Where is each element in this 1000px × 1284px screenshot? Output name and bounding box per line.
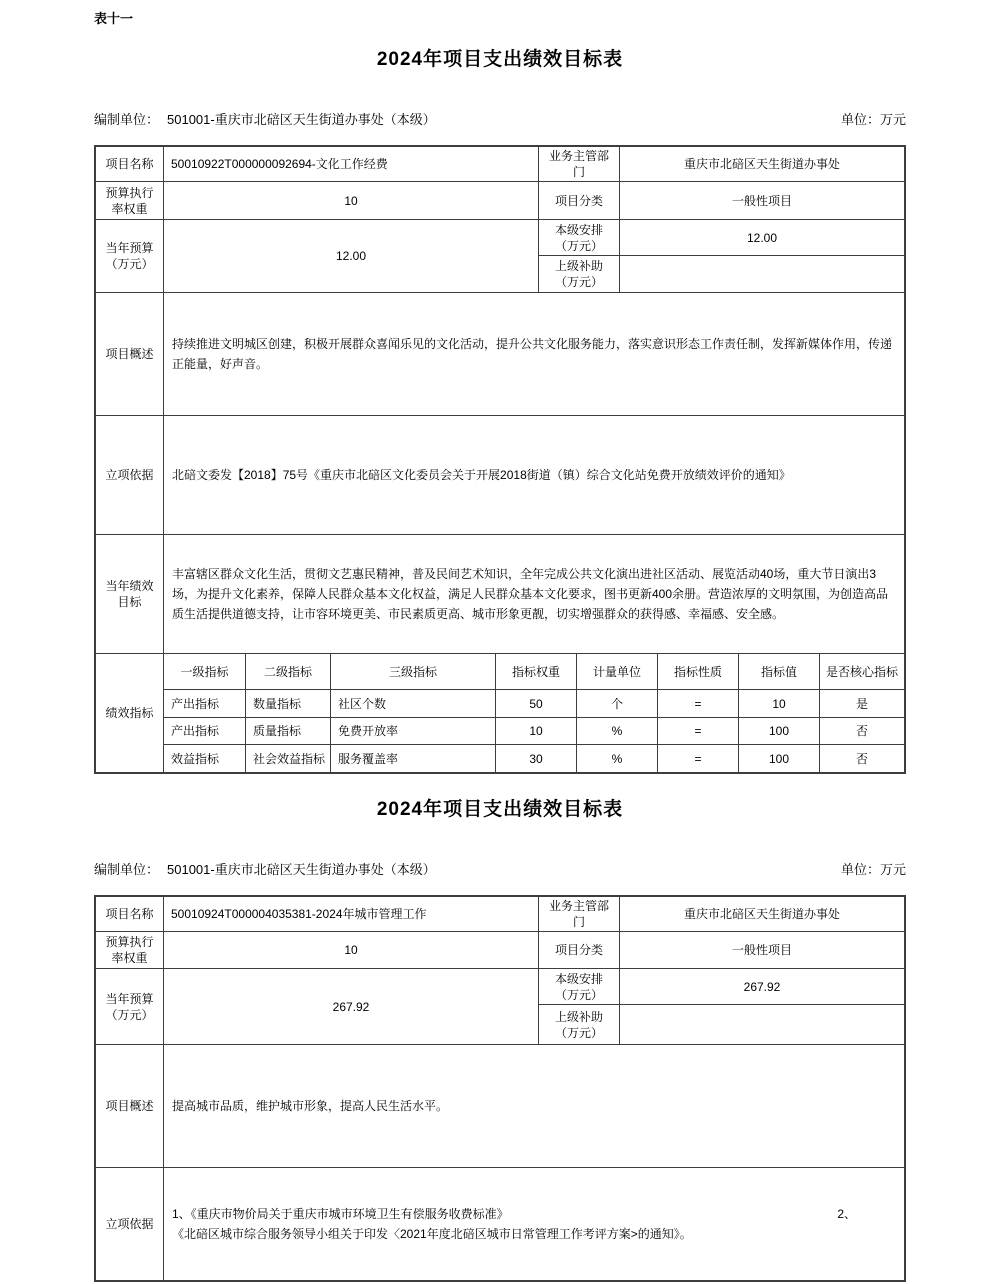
indicator-cell: 是: [820, 690, 904, 717]
indicator-header-weight: 指标权重: [496, 654, 576, 689]
classification-value: 一般性项目: [620, 182, 904, 219]
project-name-label: 项目名称: [96, 897, 163, 931]
classification-label: 项目分类: [539, 932, 619, 968]
unit-label: 单位：万元: [840, 862, 906, 877]
indicator-cell: 否: [820, 745, 904, 772]
budget-rate-label: 预算执行率权重: [96, 182, 163, 219]
overview-label: 项目概述: [96, 293, 163, 415]
indicator-cell: 100: [739, 745, 819, 772]
indicator-cell: %: [577, 745, 657, 772]
budget-rate-value: 10: [164, 182, 538, 219]
table1-target-section: [96, 535, 904, 653]
table1-basis-section: [96, 416, 904, 534]
table1-indicators-section: [96, 654, 904, 772]
indicator-cell: 100: [739, 718, 819, 744]
basis-line-1: [172, 1204, 896, 1224]
info-line: [94, 109, 906, 128]
superior-subsidy-label: 上级补助（万元）: [539, 1005, 619, 1044]
dept-label: 业务主管部门: [539, 147, 619, 181]
prepared-by-label: 编制单位：: [94, 862, 160, 877]
indicator-cell: =: [658, 718, 738, 744]
table2-basis-section: [96, 1168, 904, 1280]
basis-value: 北碚文委发【2018】75号《重庆市北碚区文化委员会关于开展2018街道（镇）综合文化站免费开放绩效评价的通知》: [164, 416, 904, 534]
prepared-by-label: 编制单位：: [94, 112, 160, 127]
table-index-label: 表十一: [94, 11, 134, 26]
basis-item-1: 1、《重庆市物价局关于重庆市城市环境卫生有偿服务收费标准》: [172, 1207, 509, 1221]
annual-budget-value: 12.00: [164, 220, 538, 292]
indicator-header-level1: 一级指标: [164, 654, 245, 689]
basis-line-2: 《北碚区城市综合服务领导小组关于印发〈2021年度北碚区城市日常管理工作考评方案>的通知》。: [172, 1227, 692, 1241]
indicator-cell: 10: [739, 690, 819, 717]
budget-rate-value: 10: [164, 932, 538, 968]
superior-subsidy-label: 上级补助（万元）: [539, 256, 619, 292]
indicator-cell: 否: [820, 718, 904, 744]
indicator-cell: 免费开放率: [331, 718, 495, 744]
classification-value: 一般性项目: [620, 932, 904, 968]
indicator-header-value: 指标值: [739, 654, 819, 689]
annual-budget-value: 267.92: [164, 969, 538, 1044]
superior-subsidy-value: [620, 256, 904, 292]
annual-budget-label: 当年预算（万元）: [96, 969, 163, 1044]
local-arrangement-label: 本级安排（万元）: [539, 220, 619, 255]
indicator-cell: 30: [496, 745, 576, 772]
basis-label: 立项依据: [96, 1168, 163, 1280]
indicator-cell: =: [658, 690, 738, 717]
annual-target-value: 丰富辖区群众文化生活，贯彻文艺惠民精神，普及民间艺术知识，全年完成公共文化演出进社区活动、展览活动40场，重大节日演出3场，为提升文化素养，保障人民群众基本文化权益，满足人民群众基本文化要求，图书更新400余册。营造浓厚的文明氛围，为创造高品质生活提供道德支持，让市容环境更美、市民素质更高、城市形象更靓，切实增强群众的获得感、幸福感、安全感。: [164, 535, 904, 653]
indicator-cell: =: [658, 745, 738, 772]
classification-label: 项目分类: [539, 182, 619, 219]
indicator-header-level3: 三级指标: [331, 654, 495, 689]
dept-value: 重庆市北碚区天生街道办事处: [620, 897, 904, 931]
indicators-label: 绩效指标: [96, 654, 163, 772]
unit-label: 单位：万元: [840, 112, 906, 127]
table2-main-section: [96, 897, 904, 1044]
info-line-2: [94, 859, 906, 878]
local-arrangement-value: 267.92: [620, 969, 904, 1004]
table1-overview-section: [96, 293, 904, 415]
prepared-by-value: 501001-重庆市北碚区天生街道办事处（本级）: [167, 862, 436, 877]
prepared-by: [94, 109, 436, 128]
performance-table-2: [94, 895, 906, 1282]
budget-rate-label: 预算执行率权重: [96, 932, 163, 968]
basis-item-2-marker: 2、: [837, 1207, 856, 1221]
basis-label: 立项依据: [96, 416, 163, 534]
indicator-cell: 服务覆盖率: [331, 745, 495, 772]
indicator-cell: 社区个数: [331, 690, 495, 717]
local-arrangement-label: 本级安排（万元）: [539, 969, 619, 1004]
local-arrangement-value: 12.00: [620, 220, 904, 255]
table2-overview-section: [96, 1045, 904, 1167]
prepared-by-value: 501001-重庆市北碚区天生街道办事处（本级）: [167, 112, 436, 127]
indicator-cell: 产出指标: [164, 718, 245, 744]
indicator-cell: 质量指标: [246, 718, 330, 744]
indicator-header-unit: 计量单位: [577, 654, 657, 689]
indicator-cell: %: [577, 718, 657, 744]
basis-value: [164, 1168, 904, 1280]
dept-value: 重庆市北碚区天生街道办事处: [620, 147, 904, 181]
indicator-cell: 产出指标: [164, 690, 245, 717]
indicator-cell: 个: [577, 690, 657, 717]
project-name-value: 50010924T000004035381-2024年城市管理工作: [164, 897, 538, 931]
indicator-cell: 效益指标: [164, 745, 245, 772]
overview-value: 提高城市品质，维护城市形象，提高人民生活水平。: [164, 1045, 904, 1167]
performance-table-1: [94, 145, 906, 774]
project-name-value: 50010922T000000092694-文化工作经费: [164, 147, 538, 181]
indicator-cell: 数量指标: [246, 690, 330, 717]
table1-main-section: [96, 147, 904, 292]
dept-label: 业务主管部门: [539, 897, 619, 931]
page-title: 2024年项目支出绩效目标表: [376, 49, 624, 70]
prepared-by-2: [94, 859, 436, 878]
overview-label: 项目概述: [96, 1045, 163, 1167]
indicator-header-nature: 指标性质: [658, 654, 738, 689]
indicator-header-core: 是否核心指标: [820, 654, 904, 689]
annual-target-label: 当年绩效目标: [96, 535, 163, 653]
indicator-cell: 10: [496, 718, 576, 744]
indicator-cell: 社会效益指标: [246, 745, 330, 772]
indicator-header-level2: 二级指标: [246, 654, 330, 689]
page-title-2: 2024年项目支出绩效目标表: [376, 799, 624, 820]
indicator-cell: 50: [496, 690, 576, 717]
overview-value: 持续推进文明城区创建，积极开展群众喜闻乐见的文化活动，提升公共文化服务能力，落实意识形态工作责任制，发挥新媒体作用，传递正能量，好声音。: [164, 293, 904, 415]
superior-subsidy-value: [620, 1005, 904, 1044]
annual-budget-label: 当年预算（万元）: [96, 220, 163, 292]
project-name-label: 项目名称: [96, 147, 163, 181]
